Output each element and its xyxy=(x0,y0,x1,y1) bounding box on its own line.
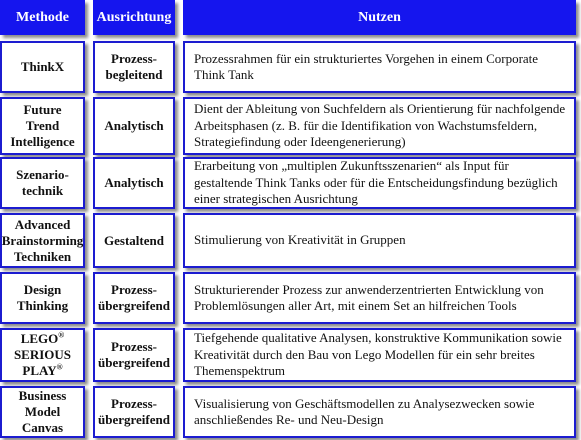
nutzen-text: Prozessrahmen für ein strukturiertes Vorgehen in einem Corporate Think Tank xyxy=(194,50,539,82)
methode-text: Business Model Canvas xyxy=(18,388,67,435)
ausrichtung-cell xyxy=(93,41,175,93)
nutzen-cell xyxy=(183,41,576,93)
ausrichtung-cell xyxy=(93,328,175,382)
header-methode xyxy=(0,0,85,35)
ausrichtung-text: Prozess- übergreifend xyxy=(98,396,170,427)
ausrichtung-cell xyxy=(93,213,175,268)
header-ausrichtung-label: Ausrichtung xyxy=(96,9,172,25)
header-methode-label: Methode xyxy=(16,9,69,25)
ausrichtung-text: Prozess- begleitend xyxy=(105,51,163,82)
methode-text: Design Thinking xyxy=(16,282,69,313)
ausrichtung-text: Analytisch xyxy=(104,118,164,133)
nutzen-cell xyxy=(183,213,576,268)
methode-text xyxy=(21,331,65,347)
ausrichtung-text: Prozess- übergreifend xyxy=(98,282,170,313)
methode-cell xyxy=(0,213,85,268)
nutzen-text: Stimulierung von Kreativität in Gruppen xyxy=(194,232,406,248)
methode-text: Szenario- technik xyxy=(16,167,69,198)
methode-text: Advanced Brainstorming Techniken xyxy=(1,216,84,264)
header-nutzen xyxy=(183,0,576,35)
nutzen-text: Strukturierender Prozess zur anwenderzentrierten Entwicklung von Problemlösungen aller Art, mit einem Set an hilfreichen Tools xyxy=(194,281,544,313)
methode-cell xyxy=(0,272,85,324)
methode-cell xyxy=(0,328,85,382)
methode-text-line3: PLAY xyxy=(22,363,57,378)
ausrichtung-cell xyxy=(93,157,175,209)
header-nutzen-label: Nutzen xyxy=(358,9,401,25)
nutzen-text: Erarbeitung von „multiplen Zukunftsszenarien“ als Input für gestaltende Think Tanks oder für die Entscheidungsfindung bezüglich einer strategischen Ausrichtung xyxy=(194,158,558,207)
ausrichtung-cell xyxy=(93,272,175,324)
methode-cell xyxy=(0,386,85,438)
nutzen-text: Dient der Ableitung von Suchfeldern als Orientierung für nachfolgende Arbeitsphasen (z. B. für die Identifikation von Wachstumsfeldern, Strategiefindung oder Ideengenerierung) xyxy=(194,101,566,150)
ausrichtung-cell xyxy=(93,386,175,438)
methode-text: ThinkX xyxy=(20,59,65,74)
nutzen-cell xyxy=(183,97,576,155)
ausrichtung-text: Analytisch xyxy=(104,175,164,190)
header-ausrichtung xyxy=(93,0,175,35)
ausrichtung-cell xyxy=(93,97,175,155)
methode-text: Future Trend Intelligence xyxy=(10,102,75,149)
ausrichtung-text: Gestaltend xyxy=(104,232,164,248)
nutzen-cell xyxy=(183,272,576,324)
methode-text-line1: LEGO xyxy=(20,331,59,346)
methode-cell xyxy=(0,41,85,93)
ausrichtung-text: Prozess- übergreifend xyxy=(98,339,170,370)
methode-cell xyxy=(0,157,85,209)
nutzen-cell xyxy=(183,157,576,209)
nutzen-cell xyxy=(183,328,576,382)
nutzen-text: Tiefgehende qualitative Analysen, konstruktive Kommunikation sowie Kreativität durch den Bau von Lego Modellen für ein sehr breites Themenspektrum xyxy=(194,330,562,379)
nutzen-cell xyxy=(183,386,576,438)
methode-cell xyxy=(0,97,85,155)
registered-mark: ® xyxy=(56,362,63,372)
registered-mark: ® xyxy=(58,330,65,340)
nutzen-text: Visualisierung von Geschäftsmodellen zu Analysezwecken sowie anschließendes Re- und Neu-Design xyxy=(194,395,535,427)
methode-text-line2: SERIOUS xyxy=(13,347,72,362)
